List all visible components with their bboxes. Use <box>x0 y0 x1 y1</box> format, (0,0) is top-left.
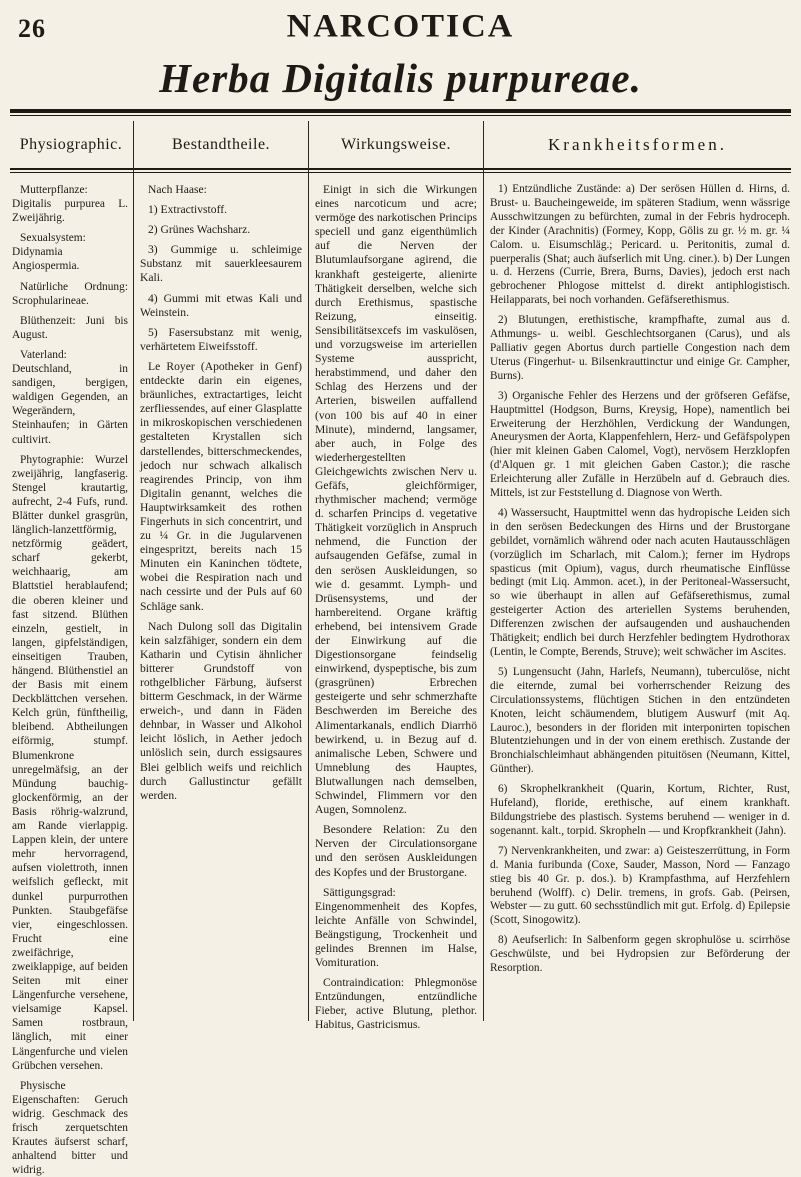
column-physiographic <box>12 183 128 1177</box>
paragraph: 4) Gummi mit etwas Kali und Weinstein. <box>140 291 302 319</box>
paragraph: Vaterland: Deutschland, in sandigen, bergigen, waldigen Gegenden, an Wegerändern, Steinhaufen; in Gärten cultivirt. <box>12 348 128 446</box>
paragraph: Nach Haase: <box>148 183 207 196</box>
column-wirkungsweise <box>315 183 477 1032</box>
column-divider <box>133 121 134 1021</box>
column-krankheitsformen <box>490 183 790 1021</box>
paragraph: Phytographie: Wurzel zweijährig, langfaserig. Stengel krautartig, aufrecht, 2-4 Fufs, rund. Blätter dunkel grasgrün, länglich-lanzettförmig, netzförmig geädert, scharf gekerbt, weichhaarig, am Blattstiel herablaufend; die oberen kleiner und fast sitzend. Blüthen einzeln, gestielt, in langen, gipfelständigen, einseitigen Trauben, hängend. Blüthenstiel an der Basis mit einem Deckblättchen versehen. Kelch grün, fünftheilig, bleibend. Abtheilungen eiförmig, stumpf. Blumenkrone unregelmäfsig, an der Mündung bauchig-glockenförmig, an der Basis röhrig-walzrund, am Rande vierlappig. Lappen klein, der untere mehr hervorragend, aufsen violettroth, innen weifslich gefleckt, mit dunkel purpurrothen Punkten. Staubgefäfse vier, eingeschlossen. Frucht eine zweifächrige, zweiklappige, auf beiden Seiten mit einer Längenfurche versehene, vielsamige Kapsel. Samen rostbraun, länglich, mit einer Längenfurche und vielen Grübchen versehen. <box>12 453 128 1072</box>
paragraph: 5) Lungensucht (Jahn, Harlefs, Neumann), tuberculöse, nicht die eiternde, zumal bei vorherrschender Reizung des Circulationssystems, flüchtigen Stichen in den entzündeten Knoten, leicht schäumendem, blutigem Auswurf (mit Aq. Lauroc.), besonders in der floriden mit interponirten topischen Blutentziehungen und in der von einem erethisch. Zustande der Bronchialschleimhaut abhängenden pituitösen (Neumann, Kittel, Günther). <box>490 665 790 776</box>
section-header: NARCOTICA <box>286 8 515 45</box>
column-bestandtheile <box>140 183 302 1021</box>
paragraph: 2) Blutungen, erethistische, krampfhafte, zumal aus d. Athmungs- u. weibl. Geschlechtsorganen (Carus), und als Palliativ gegen Abortus durch partielle Congestion nach dem Uterus (Fingerhut- u. Bilsenkrauttinctur und einige Gr. Campher, Burns). <box>490 314 790 382</box>
title-rule-thin <box>10 115 791 116</box>
paragraph: 1) Extractivstoff. <box>148 203 227 217</box>
paragraph: 3) Gummige u. schleimige Substanz mit sauerkleesaurem Kali. <box>140 243 302 285</box>
paragraph: Besondere Relation: Zu den Nerven der Circulationsorgane und den serösen Auskleidungen des Kopfes und der Brustorgane. <box>315 823 477 879</box>
paragraph: 1) Entzündliche Zustände: a) Der serösen Hüllen d. Hirns, d. Brust- u. Baucheingeweide, im späteren Stadium, wenn wässrige Ausschwitzungen zu befürchten, zumal in der Febris hydroceph. der Kinder (Arachnitis) (Formey, Kopp, Gölis zu gr. ½ m. gr. ¼ Calom. u. Eisumschläg.; Pericard. u. Peritonitis, zumal d. puerperalis (Shat; auch äufserlich mit Ung. ciner.). b) Der Lungen u. d. Herzens (Currie, Brera, Burns, Davies), jedoch erst nach gebrochener Phlogose mittelst d. direkt antiphlogistisch. Heilapparats, bei noch vorhanden. Gefäfserethismus. <box>490 183 790 307</box>
page-title: Herba Digitalis purpureae. <box>159 55 642 101</box>
paragraph: Sättigungsgrad: Eingenommenheit des Kopfes, leichte Anfälle von Schwindel, Beängstigung, Trockenheit und gelindes Brennen im Halse, Vomituration. <box>315 885 477 970</box>
paragraph: 3) Organische Fehler des Herzens und der gröfseren Gefäfse, Hauptmittel (Hodgson, Burns, Kreysig, Hope), namentlich bei Erweiterung der Herzhöhlen, Verdickung der Wandungen, Aneurysmen der Aorta, Klappenfehlern, Herz- und Gefäfspolypen (hier mit kleinen Gaben Calomel, Vogt), nervösem Herzklopfen (d'Alquen gr. 1 mit gleichen Gaben Castor.); die rasche Erleichterung aller Zufälle in Herzübeln auf d. Gebrauch dies. Mittels, ist zur Feststellung d. Diagnose von Werth. <box>490 389 790 500</box>
column-header-wirkungsweise: Wirkungsweise. <box>341 136 451 153</box>
paragraph: 4) Wassersucht, Hauptmittel wenn das hydropische Leiden sich in den serösen Bedeckungen des Hirns und der Brustorgane gebildet, vornämlich während oder nach acuten Hautausschlägen (vorzüglich im Scharlach, mit Calom.); ferner im Hydrops spasticus (mit Opium), vagus, durch rheumatische Einflüsse bedingt (mit Liq. Ammon. acet.), in der Peritoneal-Wassersucht, so wie überhaupt in allen auf Gefäfserethismus, zumal gesteigerter Action des arteriellen Systems beruhenden, Differenzen zwischen der aufsaugenden und aushauchenden Thätigkeit; endlich bei durch Herzfehler bedingtem Hydrothorax (Lentin, le Compte, Berends, Struve); weit schwächer im Ascites. <box>490 506 790 658</box>
paragraph: Natürliche Ordnung: Scrophularineae. <box>12 280 128 307</box>
header-rule <box>10 168 791 170</box>
paragraph: Blüthenzeit: Juni bis August. <box>12 314 128 341</box>
column-divider <box>308 121 309 1021</box>
column-header-physiographic: Physiographic. <box>19 136 123 153</box>
paragraph: 5) Fasersubstanz mit wenig, verhärtetem Eiweifsstoff. <box>140 325 302 353</box>
paragraph: Physische Eigenschaften: Geruch widrig. Geschmack des frisch zerquetschten Krautes äufserst scharf, anhaltend bitter und widrig. <box>12 1079 128 1177</box>
paragraph: Contraindication: Phlegmonöse Entzündungen, entzündliche Fieber, active Blutung, plethor. Habitus, Gastricismus. <box>315 976 477 1032</box>
header-rule-thin <box>10 172 791 173</box>
paragraph: Le Royer (Apotheker in Genf) entdeckte darin ein eigenes, bräunliches, extractartiges, leicht zerfliessendes, auf einer Glasplatte in mikroskopischen verschiedenen gestalteten Krystallen sich darstellendes, bitterschmeckendes, jedoch nur schwach alkalisch reagirendes Princip, von ihm Digitalin genannt, welches die Hauptwirksamkeit des rothen Fingerhuts in sich concentrirt, und zu ¼ Gr. in die Jugularvenen eingespritzt, bereits nach 15 Minuten ein Kaninchen tödtete, wobei die Respiration nach und nach cessirte und der Puls auf 60 Schläge sank. <box>140 359 302 613</box>
column-divider <box>483 121 484 1021</box>
monograph-table <box>10 121 791 1177</box>
paragraph: 8) Aeufserlich: In Salbenform gegen skrophulöse u. scirrhöse Geschwülste, und bei Hydropsien zur Beförderung der Resorption. <box>490 934 790 975</box>
column-header-bestandtheile: Bestandtheile. <box>171 136 271 153</box>
paragraph: Sexualsystem: Didynamia Angiospermia. <box>12 232 86 273</box>
paragraph: 7) Nervenkrankheiten, und zwar: a) Geisteszerrüttung, in Form d. Mania furibunda (Coxe, Sauder, Masson, Nord — Fanzago stieg bis 40 Gr. p. dos.). b) Krampfasthma, auf Herzfehlern beruhend (Wolff). c) Delir. tremens, in grofs. Gab. (Peirsen, Webster — zu gutt. 60 sechsstündlich mit gut. Erfolg. d) Epilepsie (Scott, Sinogowitz). <box>490 844 790 927</box>
page-number: 26 <box>18 14 46 43</box>
paragraph: 2) Grünes Wachsharz. <box>148 223 251 237</box>
paragraph: Einigt in sich die Wirkungen eines narcoticum und acre; vermöge des narkotischen Princips speciell und ganz eigenthümlich auf die Nerven der Blutumlaufsorgane agirend, die krankhaft gesteigerte, alienirte Thätigkeit derselben, welche sich durch Erethismus, spastische Reizung, einseitig. Sensibilitätsexcefs im vaskulösen, und vorzugsweise im arteriellen Systeme ausspricht, herabstimmend, und daher den Schlag des Herzens und der Arterien, bisweilen auffallend (von 100 bis auf 40 in einer Minute), mindernd, langsamer, aber auch, in Folge des wiederhergestellten Gleichgewichts zwischen Nerv u. Gefäfs, gleichförmiger, rhythmischer machend; vermöge d. scharfen Princips d. vegetative Thätigkeit vorzüglich in Anspruch nehmend, die Function der aufsaugenden Gefäfse, zumal in den serösen Auskleidungen, so wie d. gesammt. Lymph- und Drüsensystems, und der harnbereitend. Organe kräftig erhebend, bei intensivem Grade der Einwirkung auf die Digestionsorgane feindselig einwirkend, dyspeptische, bis zum (grasgrünen) Erbrechen gesteigerte und sehr schmerzhafte Beschwerden im Bereiche des Alimentarkanals, endlich Diarrhö bewirkend, u. in Bezug auf d. animalische Leben, Schwere und Umneblung des Hauptes, Blutwallungen nach demselben, Schwindel, Flimmern vor den Augen, Somnolenz. <box>315 183 477 817</box>
column-header-krankheitsformen: Krankheitsformen. <box>548 135 727 154</box>
paragraph: Mutterpflanze: Digitalis purpurea L. Zweijährig. <box>12 184 128 225</box>
paragraph: Nach Dulong soll das Digitalin kein salzfähiger, sondern ein dem Katharin und Cytisin ähnlicher bitterer Grundstoff von rothgelblicher Färbung, äufserst bitterm Geschmack, in der Wärme erweich-, und dann in Fäden dehnbar, in Wasser und Alkohol leicht löslich, in Aether jedoch unlöslich sein, durch essigsaures Blei gelblich weifs und reichlich durch Gallustinctur gefällt werden. <box>140 619 302 802</box>
paragraph: 6) Skrophelkrankheit (Quarin, Kortum, Richter, Rust, Hufeland), floride, erethische, auf einem krankhaft. Bildungstriebe des plastisch. Systems beruhend — weniger in d. sogenannt. kalt., torpid. Skropheln — und Kropfkrankheit (Jahn). <box>490 783 790 837</box>
title-rule-thick <box>10 109 791 113</box>
